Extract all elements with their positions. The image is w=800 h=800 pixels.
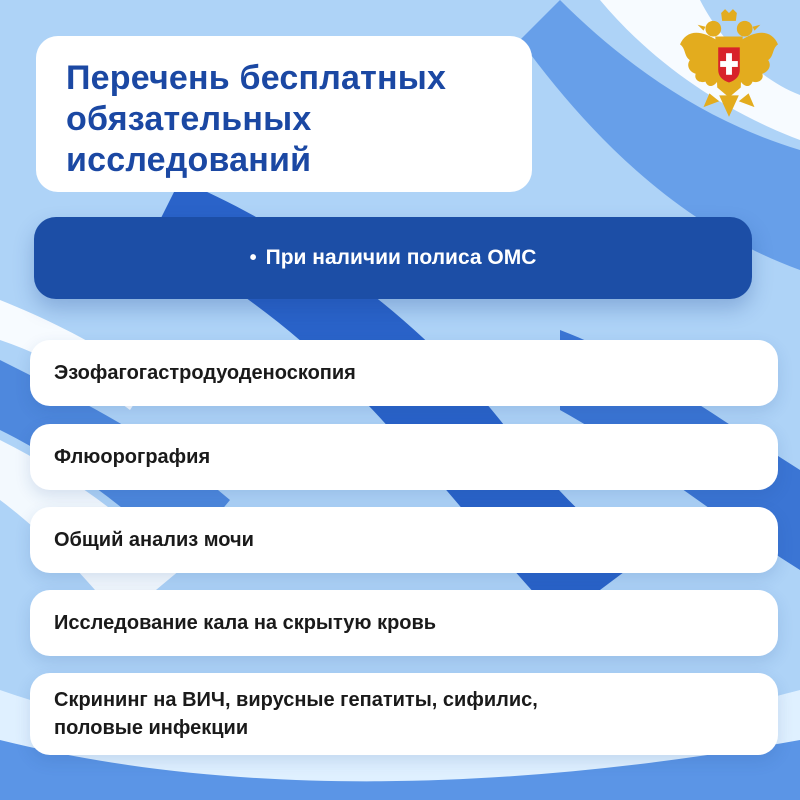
list-item-text: Эзофагогастродуоденоскопия	[54, 362, 356, 384]
bullet-icon: •	[249, 246, 257, 269]
list-item-infection-screening	[30, 673, 778, 755]
list-item-urine-analysis	[30, 507, 778, 573]
list-item-egds	[30, 340, 778, 406]
list-item-text: Исследование кала на скрытую кровь	[54, 612, 437, 634]
page-title-line-3: исследований	[66, 141, 312, 179]
banner-text: При наличии полиса ОМС	[265, 246, 537, 269]
title-card	[36, 36, 532, 192]
page-title-line-2: обязательных	[66, 100, 312, 138]
list-item-occult-blood-test	[30, 590, 778, 656]
list-item-fluorography	[30, 424, 778, 490]
oms-policy-banner	[34, 217, 752, 299]
list-item-text: Флюорография	[54, 446, 211, 468]
double-headed-eagle-emblem-icon	[680, 8, 778, 120]
list-item-text: Скрининг на ВИЧ, вирусные гепатиты, сифилис, половые инфекции	[54, 689, 538, 739]
list-item-text: Общий анализ мочи	[54, 529, 254, 551]
page-title-line-1: Перечень бесплатных	[66, 59, 447, 97]
